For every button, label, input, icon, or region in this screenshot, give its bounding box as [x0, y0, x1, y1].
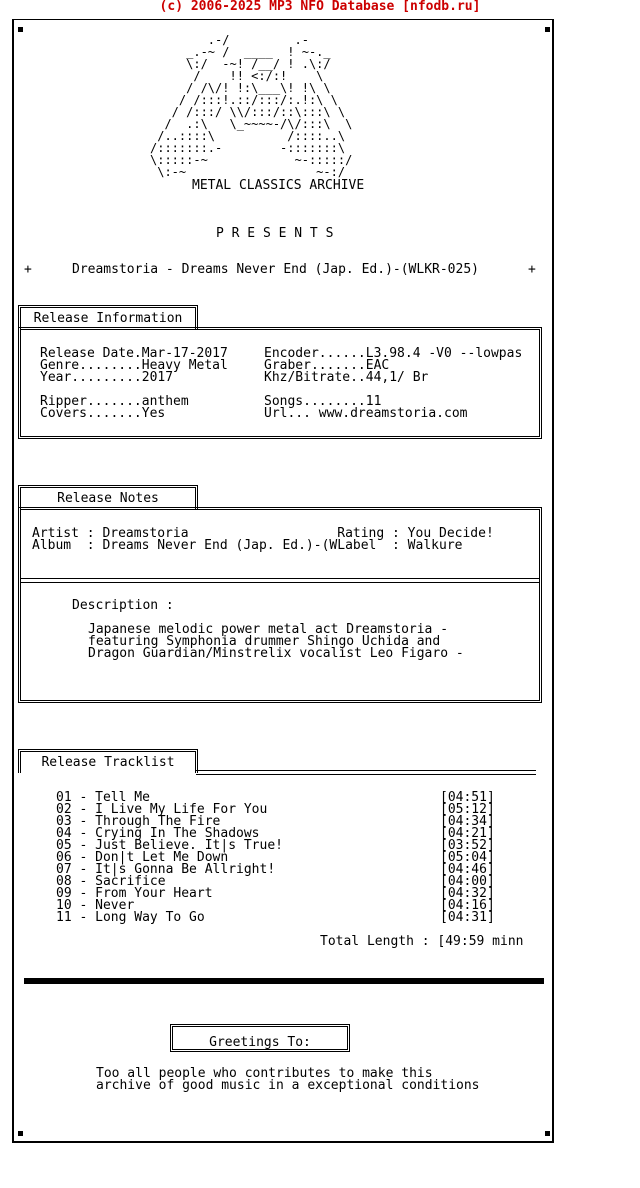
site-header: (c) 2006-2025 MP3 NFO Database [nfodb.ru] — [159, 0, 481, 14]
track-row: 03 - Through The Fire [04:34] — [56, 814, 495, 829]
track-number: 08 — [56, 874, 72, 889]
presents-heading: P R E S E N T S — [216, 226, 334, 241]
track-length: [05:04] — [440, 850, 495, 865]
track-row: 06 - Don|t Let Me Down [05:04] — [56, 850, 495, 865]
corner-dot-bl — [18, 1131, 23, 1136]
track-title: Don|t Let Me Down — [95, 850, 229, 865]
track-number: 06 — [56, 850, 72, 865]
corner-dot-br — [545, 1131, 550, 1136]
track-number: 07 — [56, 862, 72, 877]
track-length: [04:16] — [440, 898, 495, 913]
track-row: 02 - I Live My Life For You [05:12] — [56, 802, 495, 817]
release-info-tab — [18, 305, 198, 329]
corner-dot-tr — [545, 27, 550, 32]
track-title: Through The Fire — [95, 814, 221, 829]
track-number: 01 — [56, 790, 72, 805]
notes-divider — [21, 578, 539, 583]
track-length: [04:51] — [440, 790, 495, 805]
track-title: Never — [95, 898, 135, 913]
track-row: 10 - Never [04:16] — [56, 898, 495, 913]
track-length: [03:52] — [440, 838, 495, 853]
track-title: It|s Gonna Be Allright! — [95, 862, 276, 877]
track-number: 02 — [56, 802, 72, 817]
greetings-label: Greetings To: — [209, 1035, 311, 1050]
track-title: I Live My Life For You — [95, 802, 268, 817]
track-number: 04 — [56, 826, 72, 841]
release-info-right: Encoder......L3.98.4 -V0 --lowpas Graber.......EAC Khz/Bitrate..44,1/ Br Songs........11 Url... www.dreamstoria.com — [264, 346, 523, 421]
track-row: 01 - Tell Me [04:51] — [56, 790, 495, 805]
greetings-text: Too all people who contributes to make this archive of good music in a exceptional conditions — [96, 1066, 480, 1093]
track-title: Just Believe. It|s True! — [95, 838, 283, 853]
track-length: [04:32] — [440, 886, 495, 901]
track-number: 10 — [56, 898, 72, 913]
track-title: From Your Heart — [95, 886, 213, 901]
release-title: Dreamstoria - Dreams Never End (Jap. Ed.)-(WLKR-025) — [72, 262, 479, 277]
track-length: [05:12] — [440, 802, 495, 817]
track-row: 11 - Long Way To Go [04:31] — [56, 910, 495, 925]
track-row: 09 - From Your Heart [04:32] — [56, 886, 495, 901]
track-number: 11 — [56, 910, 72, 925]
greetings-box — [170, 1024, 350, 1052]
description-text: Japanese melodic power metal act Dreamstoria - featuring Symphonia drummer Shingo Uchida and Dragon Guardian/Minstrelix vocalist Leo Figaro - — [88, 622, 464, 661]
track-number: 03 — [56, 814, 72, 829]
release-info-tab-label: Release Information — [33, 311, 183, 326]
track-row: 07 - It|s Gonna Be Allright! [04:46] — [56, 862, 495, 877]
description-label: Description : — [72, 598, 174, 613]
track-length: [04:00] — [440, 874, 495, 889]
track-number: 09 — [56, 886, 72, 901]
track-length: [04:31] — [440, 910, 495, 925]
release-notes-tab-label: Release Notes — [57, 491, 159, 506]
tracklist-rule — [196, 770, 536, 775]
track-number: 05 — [56, 838, 72, 853]
thick-divider — [24, 978, 544, 984]
track-length: [04:34] — [440, 814, 495, 829]
track-row: 05 - Just Believe. It|s True! [03:52] — [56, 838, 495, 853]
tracklist-tab-label: Release Tracklist — [41, 755, 175, 770]
ascii-logo: .-/ .- _.-~ / ____ ! ~-._ \:/ -~! /__/ ! .\:/ / !! <:/:! \ / /\/! !:\___\! !\ \ / /:::!.::/:::/:.!:\ \ / /:::/ \\/:::/::\:::\ \ / .:\ \_~~~~-/\/:::\ \ /..::::\ /::::..\ /:::::::.- -:::::::\ \:::::-~ ~-:::::/ \:-~ ~-:/ — [150, 33, 353, 179]
plus-left: + — [24, 262, 32, 277]
tracklist-tab — [18, 749, 198, 773]
corner-dot-tl — [18, 27, 23, 32]
artist-album-info: Artist : Dreamstoria Rating : You Decide! Album : Dreams Never End (Jap. Ed.)-(WLabel : Walkure — [32, 526, 494, 553]
release-info-left: Release Date.Mar-17-2017 Genre........Heavy Metal Year.........2017 Ripper.......anthem Covers.......Yes — [40, 346, 228, 421]
logo-caption: METAL CLASSICS ARCHIVE — [192, 178, 365, 193]
track-title: Long Way To Go — [95, 910, 205, 925]
track-length: [04:46] — [440, 862, 495, 877]
release-notes-tab — [18, 485, 198, 509]
total-length: Total Length : [49:59 minn — [320, 934, 524, 949]
track-title: Crying In The Shadows — [95, 826, 260, 841]
track-length: [04:21] — [440, 826, 495, 841]
track-row: 04 - Crying In The Shadows [04:21] — [56, 826, 495, 841]
track-title: Sacrifice — [95, 874, 166, 889]
track-title: Tell Me — [95, 790, 150, 805]
track-row: 08 - Sacrifice [04:00] — [56, 874, 495, 889]
plus-right: + — [528, 262, 536, 277]
track-list — [56, 792, 516, 924]
